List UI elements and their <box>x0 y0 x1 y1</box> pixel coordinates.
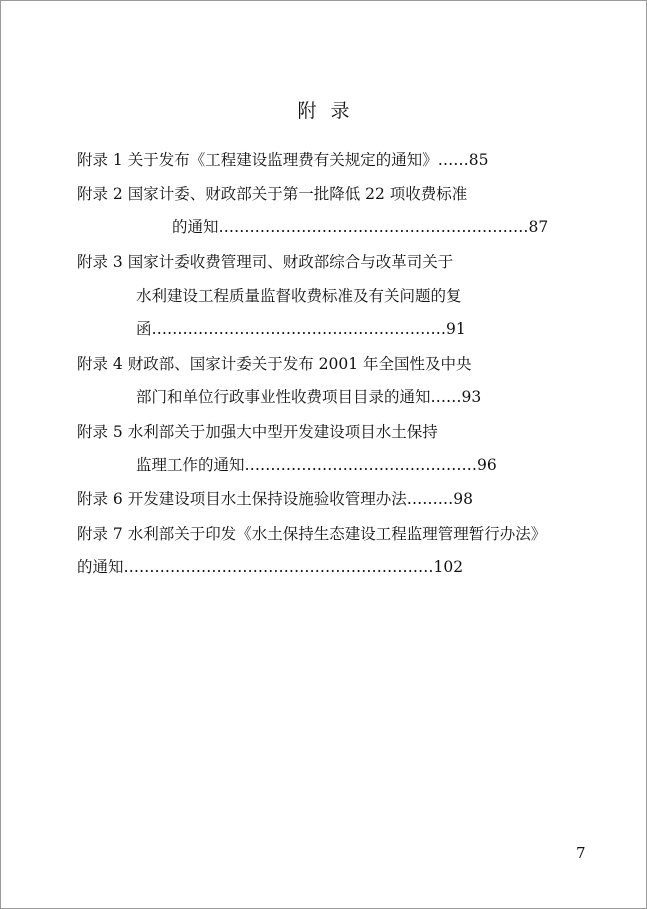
toc-entry-5-line-2: 监理工作的通知………………………………………96 <box>136 456 497 474</box>
page-title: 附录 <box>297 100 364 122</box>
toc-entry-7-line-1: 附录 7 水利部关于印发《水土保持生态建设工程监理管理暂行办法》 <box>77 525 547 543</box>
toc-entry-5-line-1: 附录 5 水利部关于加强大中型开发建设项目水土保持 <box>77 423 438 441</box>
toc-entry-3-line-1: 附录 3 国家计委收费管理司、财政部综合与改革司关于 <box>77 253 454 271</box>
toc-entry-4-line-2: 部门和单位行政事业性收费项目目录的通知……93 <box>136 388 482 406</box>
toc-entry-2-line-2: 的通知……………………………………………………87 <box>172 218 549 236</box>
toc-entry-1-line-1: 附录 1 关于发布《工程建设监理费有关规定的通知》……85 <box>77 151 489 169</box>
toc-entry-3-line-3: 函…………………………………………………91 <box>136 320 466 338</box>
toc-entry-3-line-2: 水利建设工程质量监督收费标准及有关问题的复 <box>136 287 462 305</box>
toc-entry-6-line-1: 附录 6 开发建设项目水土保持设施验收管理办法………98 <box>77 490 473 508</box>
page-number: 7 <box>576 844 586 862</box>
toc-entry-7-line-2: 的通知……………………………………………………102 <box>77 558 464 576</box>
toc-entry-4-line-1: 附录 4 财政部、国家计委关于发布 2001 年全国性及中央 <box>77 355 472 373</box>
toc-entry-2-line-1: 附录 2 国家计委、财政部关于第一批降低 22 项收费标准 <box>77 185 468 203</box>
